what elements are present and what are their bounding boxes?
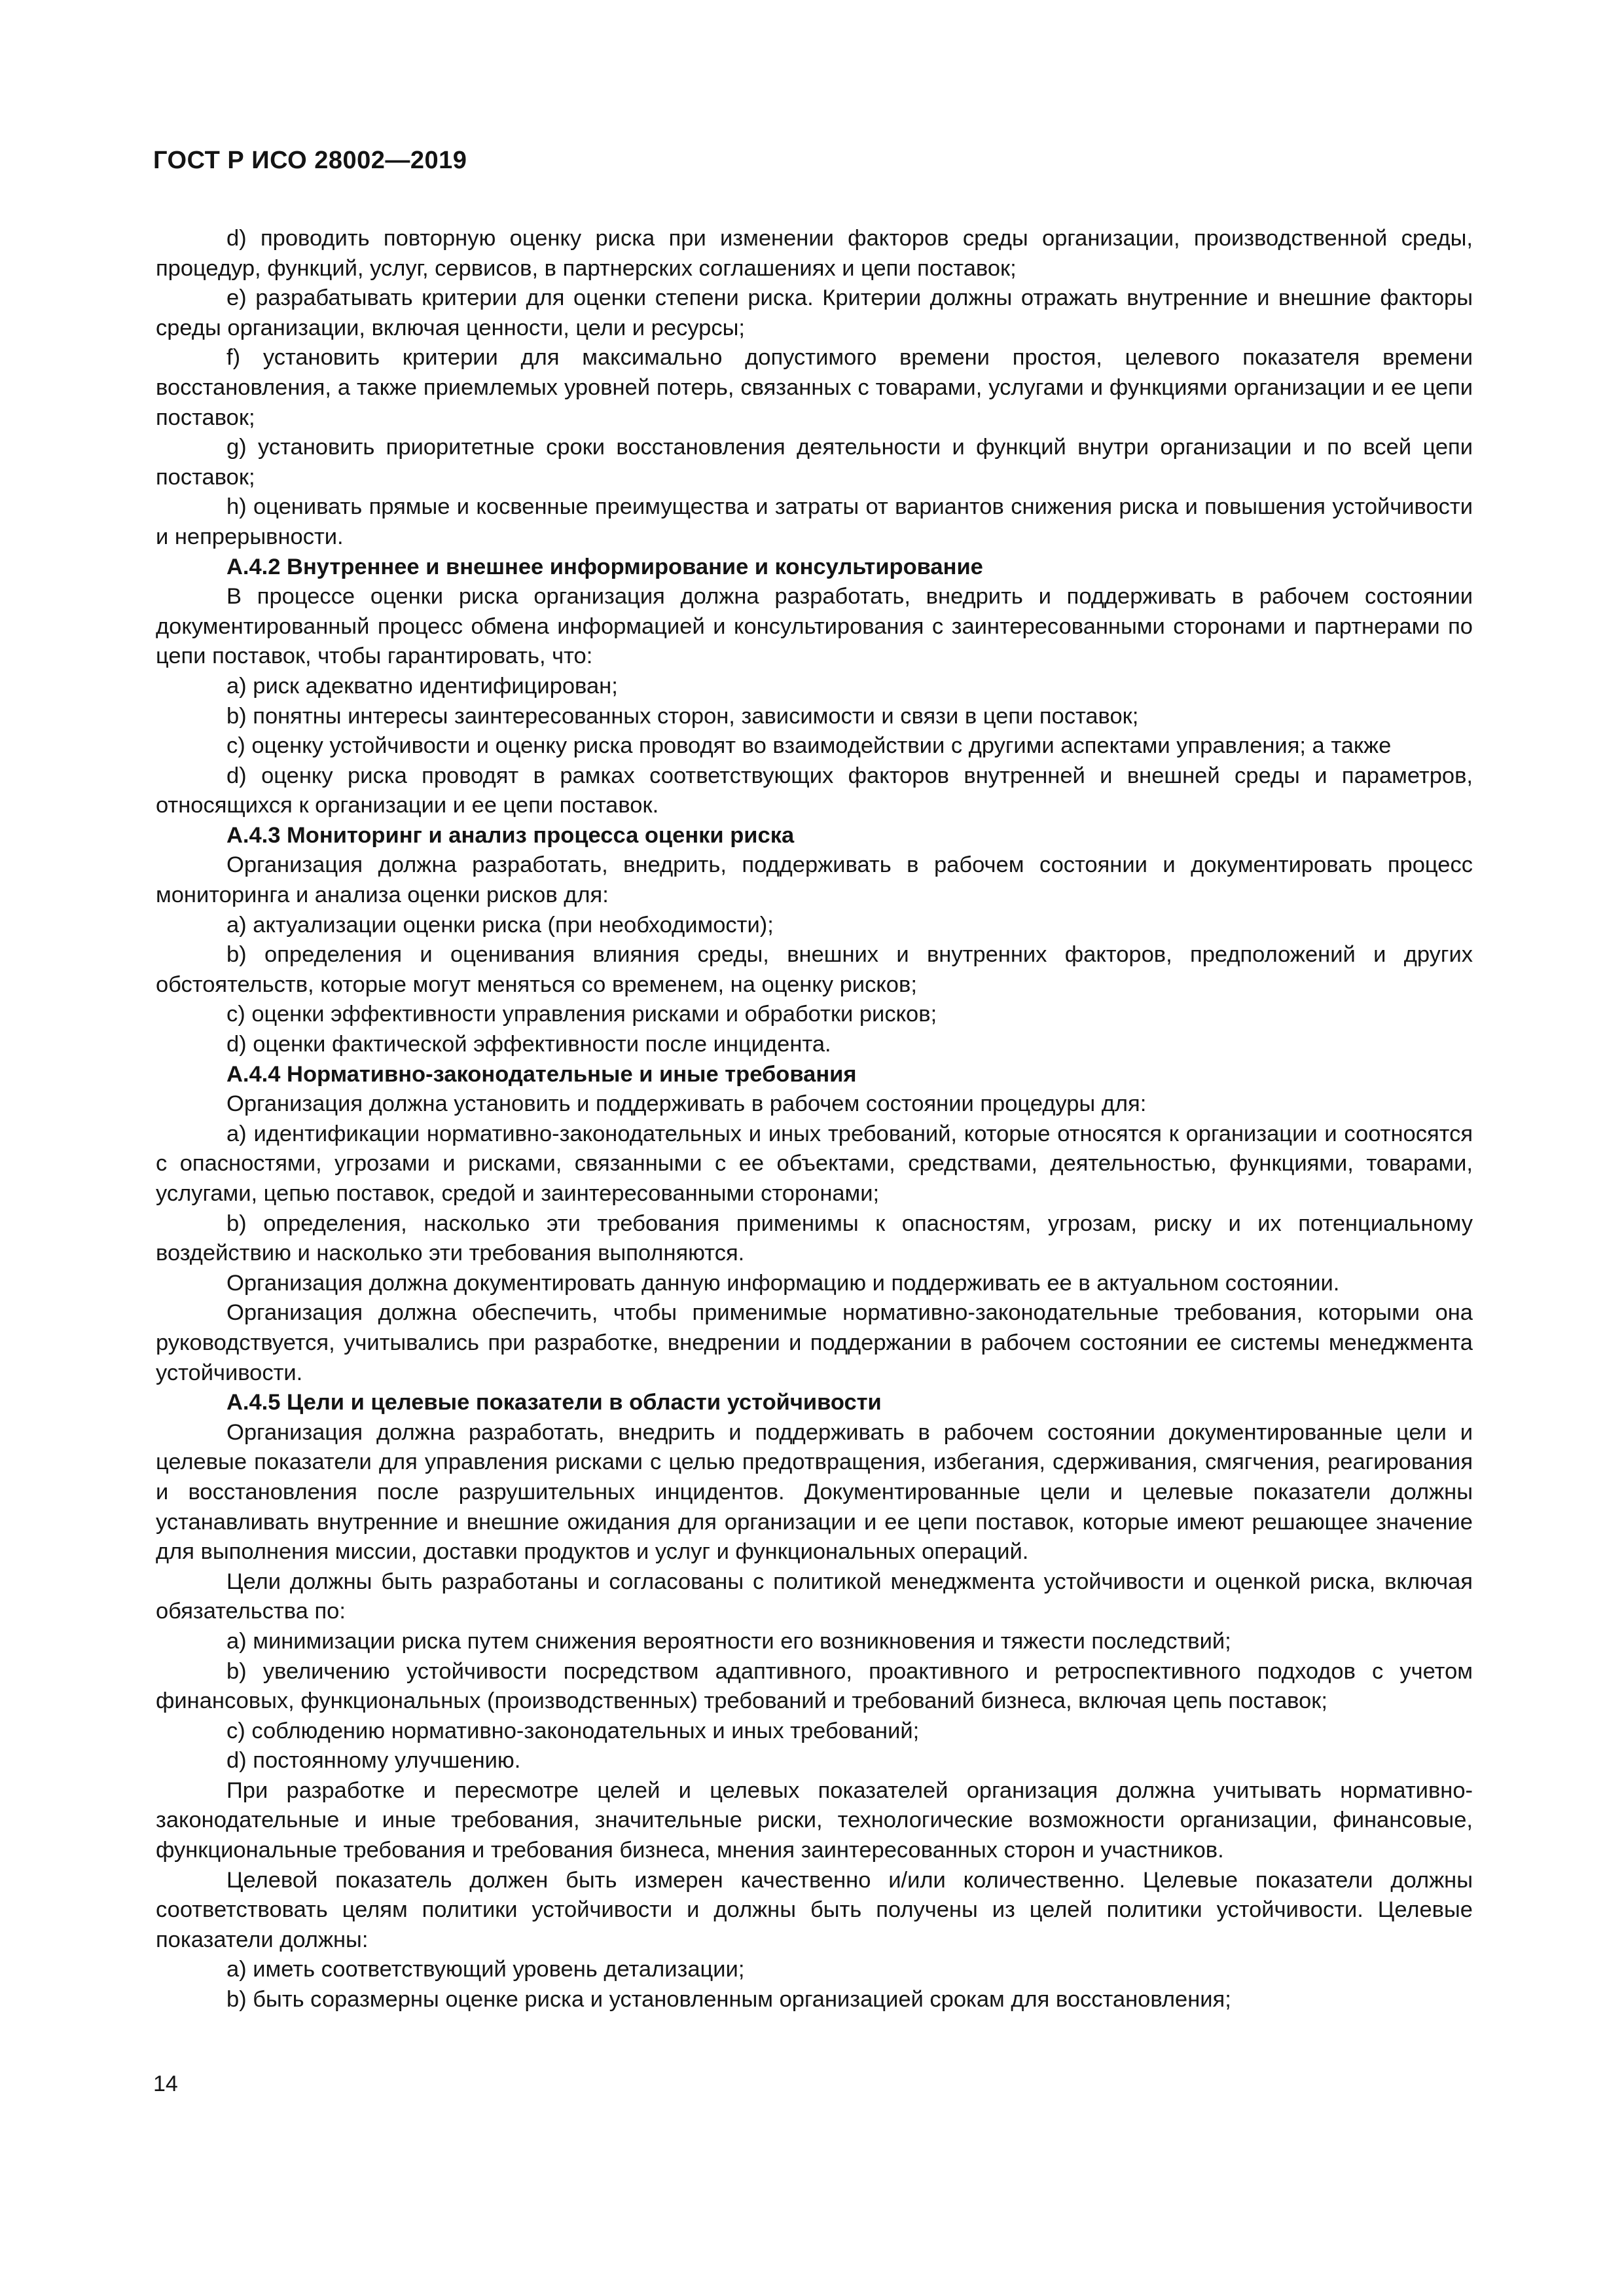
list-item: a) актуализации оценки риска (при необходимости); — [226, 912, 774, 938]
paragraph: Организация должна разработать, внедрить, поддерживать в рабочем состоянии и документировать процесс мониторинга и анализа оценки рисков для: — [156, 852, 1473, 908]
list-item: f) установить критерии для максимально допустимого времени простоя, целевого показателя времени восстановления, а также приемлемых уровней потерь, связанных с товарами, услугами и функциями организации и ее цепи поставок; — [156, 345, 1473, 430]
list-item: d) оценку риска проводят в рамках соответствующих факторов внутренней и внешней среды и параметров, относящихся к организации и ее цепи поставок. — [156, 763, 1473, 818]
list-item: d) постоянному улучшению. — [226, 1748, 521, 1774]
list-item: b) увеличению устойчивости посредством адаптивного, проактивного и ретроспективного подходов с учетом финансовых, функциональных (производственных) требований и требований бизнеса, включая цепь поставок; — [156, 1658, 1473, 1714]
paragraph: Цели должны быть разработаны и согласованы с политикой менеджмента устойчивости и оценкой риска, включая обязательства по: — [156, 1569, 1473, 1624]
list-item: a) минимизации риска путем снижения вероятности его возникновения и тяжести последствий; — [226, 1628, 1231, 1654]
paragraph: Целевой показатель должен быть измерен качественно и/или количественно. Целевые показатели должны соответствовать целям политики устойчивости и должны быть получены из целей политики устойчивости. Целевые показатели должны: — [156, 1867, 1473, 1952]
list-item: c) оценку устойчивости и оценку риска проводят во взаимодействии с другими аспектами управления; а также — [226, 733, 1392, 759]
list-item: c) оценки эффективности управления рисками и обработки рисков; — [226, 1002, 937, 1027]
section-heading: А.4.4 Нормативно-законодательные и иные требования — [226, 1061, 857, 1087]
page-number: 14 — [153, 2071, 178, 2096]
list-item: a) иметь соответствующий уровень детализации; — [226, 1957, 745, 1982]
document-body — [156, 224, 1473, 2015]
list-item: g) установить приоритетные сроки восстановления деятельности и функций внутри организации и по всей цепи поставок; — [156, 435, 1473, 490]
list-item: b) определения, насколько эти требования применимы к опасностям, угрозам, риску и их потенциальному воздействию и насколько эти требования выполняются. — [156, 1211, 1473, 1266]
paragraph: Организация должна документировать данную информацию и поддерживать ее в актуальном состоянии. — [226, 1270, 1340, 1296]
list-item: b) быть соразмерны оценке риска и установленным организацией срокам для восстановления; — [226, 1987, 1231, 2013]
list-item: a) риск адекватно идентифицирован; — [226, 673, 618, 699]
list-item: a) идентификации нормативно-законодательных и иных требований, которые относятся к организации и соотносятся с опасностями, угрозами и рисками, связанными с ее объектами, средствами, деятельностью, функциями, товарами, услугами, цепью поставок, средой и заинтересованными сторонами; — [156, 1121, 1473, 1206]
paragraph: Организация должна установить и поддерживать в рабочем состоянии процедуры для: — [226, 1091, 1147, 1117]
list-item: c) соблюдению нормативно-законодательных и иных требований; — [226, 1718, 920, 1743]
list-item: b) понятны интересы заинтересованных сторон, зависимости и связи в цепи поставок; — [226, 703, 1139, 729]
section-heading: А.4.3 Мониторинг и анализ процесса оценки риска — [226, 822, 795, 848]
paragraph: При разработке и пересмотре целей и целевых показателей организация должна учитывать нормативно-законодательные и иные требования, значительные риски, технологические возможности организации, финансовые, функциональные требования и требования бизнеса, мнения заинтересованных сторон и участников. — [156, 1777, 1473, 1863]
paragraph: Организация должна обеспечить, чтобы применимые нормативно-законодательные требования, которыми она руководствуется, учитывались при разработке, внедрении и поддержании в рабочем состоянии ее системы менеджмента устойчивости. — [156, 1300, 1473, 1385]
list-item: h) оценивать прямые и косвенные преимущества и затраты от вариантов снижения риска и повышения устойчивости и непрерывности. — [156, 494, 1473, 549]
document-header: ГОСТ Р ИСО 28002—2019 — [153, 147, 467, 174]
list-item: e) разрабатывать критерии для оценки степени риска. Критерии должны отражать внутренние и внешние факторы среды организации, включая ценности, цели и ресурсы; — [156, 285, 1473, 340]
section-heading: А.4.2 Внутреннее и внешнее информирование и консультирование — [226, 554, 983, 579]
paragraph: В процессе оценки риска организация должна разработать, внедрить и поддерживать в рабочем состоянии документированный процесс обмена информацией и консультирования с заинтересованными сторонами и партнерами по цепи поставок, чтобы гарантировать, что: — [156, 584, 1473, 669]
paragraph: Организация должна разработать, внедрить и поддерживать в рабочем состоянии документированные цели и целевые показатели для управления рисками с целью предотвращения, избегания, сдерживания, смягчения, реагирования и восстановления после разрушительных инцидентов. Документированные цели и целевые показатели должны устанавливать внутренние и внешние ожидания для организации и ее цепи поставок, которые имеют решающее значение для выполнения миссии, доставки продуктов и услуг и функциональных операций. — [156, 1419, 1473, 1565]
section-heading: А.4.5 Цели и целевые показатели в области устойчивости — [226, 1390, 882, 1415]
list-item: d) оценки фактической эффективности после инцидента. — [226, 1032, 831, 1057]
list-item: d) проводить повторную оценку риска при изменении факторов среды организации, производственной среды, процедур, функций, услуг, сервисов, в партнерских соглашениях и цепи поставок; — [156, 226, 1473, 281]
list-item: b) определения и оценивания влияния среды, внешних и внутренних факторов, предположений и других обстоятельств, которые могут меняться со временем, на оценку рисков; — [156, 942, 1473, 997]
